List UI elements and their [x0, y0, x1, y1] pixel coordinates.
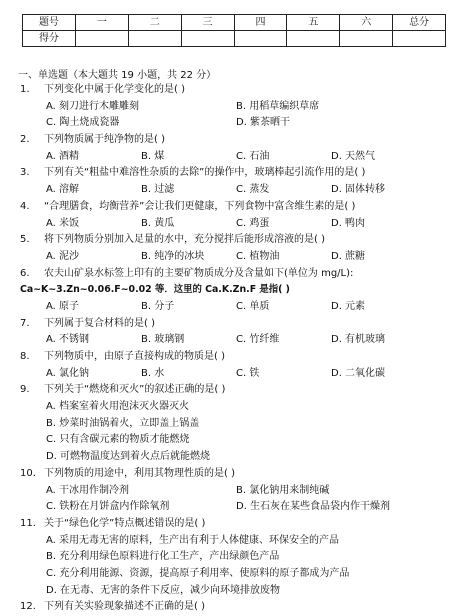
option-a: A. 不锈钢 [46, 334, 90, 346]
question-3 [20, 165, 460, 182]
option-c: C. 铁粉在月饼盒内作除氧剂 [46, 501, 170, 513]
options-row [20, 332, 460, 349]
option-c: C. 充分利用能源、资源，提高原子利用率、使原料的原子都成为产品 [46, 567, 350, 579]
option-c: C. 铁 [236, 367, 260, 379]
option-a: A. 溶解 [46, 184, 80, 196]
question-number: 2. [20, 134, 30, 146]
options-row [20, 299, 460, 316]
question-stem-continued: Ca~K~3.Zn~0.06.F~0.02 等．这里的 Ca.K.Zn.F 是指( ) [20, 284, 290, 296]
score-table-score-row [23, 31, 446, 47]
option-b: B. 水 [141, 367, 165, 379]
option-b: B. 煤 [141, 150, 165, 162]
question-number: 6. [20, 267, 30, 279]
option-a: A. 酒精 [46, 150, 80, 162]
question-number: 4. [20, 200, 30, 212]
options-row [20, 499, 460, 516]
question-stem: 农夫山矿泉水标签上印有的主要矿物质成分及含量如下(单位为 mg/L): [44, 267, 354, 279]
question-number: 3. [20, 167, 30, 179]
score-input-6 [340, 31, 393, 47]
question-number: 12. [20, 601, 36, 613]
score-input-2 [128, 31, 181, 47]
question-stem: “合理膳食，均衡营养”会让我们更健康，下列食物中富含维生素的是( ) [44, 200, 356, 212]
question-number: 9. [20, 384, 30, 396]
score-cell-2: 二 [128, 15, 181, 31]
option-c: C. 鸡蛋 [236, 217, 270, 229]
option-d: D. 二氧化碳 [331, 367, 386, 379]
score-table [22, 14, 446, 47]
score-input-3 [181, 31, 234, 47]
question-stem: 下列有关实验现象描述不正确的是( ) [44, 601, 205, 613]
question-7 [20, 316, 460, 333]
options-row [20, 115, 460, 132]
question-5 [20, 232, 460, 249]
question-stem: 下列物质属于纯净物的是( ) [44, 134, 165, 146]
option-d: D. 在无毒、无害的条件下反应，减少向环境排放废物 [46, 584, 281, 596]
question-4 [20, 199, 460, 216]
question-number: 7. [20, 317, 30, 329]
question-stem: 下列属于复合材料的是( ) [44, 317, 155, 329]
question-1 [20, 82, 460, 99]
question-number: 5. [20, 234, 30, 246]
option-d: D. 元素 [331, 300, 366, 312]
option-c: C. 单质 [236, 300, 270, 312]
options-row [20, 216, 460, 233]
question-11 [20, 516, 460, 533]
score-table-header-row [23, 15, 446, 31]
option-a: A. 刻刀进行木雕雕刻 [46, 100, 140, 112]
score-input-4 [234, 31, 287, 47]
question-stem: 将下列物质分别加入足量的水中，充分搅拌后能形成溶液的是( ) [44, 234, 325, 246]
question-6 [20, 266, 460, 283]
question-number: 10. [20, 467, 36, 479]
option-c: C. 陶土烧成瓷器 [46, 117, 120, 129]
question-2 [20, 132, 460, 149]
score-cell-label: 题号 [23, 15, 76, 31]
options-row [20, 149, 460, 166]
option-d: D. 固体转移 [331, 184, 386, 196]
options-row [20, 366, 460, 383]
score-input-5 [287, 31, 340, 47]
options-row [20, 249, 460, 266]
option-b: B. 纯净的冰块 [141, 250, 205, 262]
score-cell-5: 五 [287, 15, 340, 31]
question-stem: 下列物质的用途中，利用其物理性质的是( ) [44, 467, 235, 479]
score-cell-1: 一 [75, 15, 128, 31]
option-c: C. 石油 [236, 150, 270, 162]
option-b: B. 分子 [141, 300, 175, 312]
score-cell-total: 总分 [393, 15, 446, 31]
score-cell-4: 四 [234, 15, 287, 31]
option-c: C. 竹纤维 [236, 334, 280, 346]
question-12 [20, 599, 460, 616]
option-b: B. 过滤 [141, 184, 175, 196]
option-b: B. 充分利用绿色原料进行化工生产，产出绿颜色产品 [46, 551, 280, 563]
option-b: B. 炒菜时油锅着火，立即盖上锅盖 [46, 417, 200, 429]
question-number: 8. [20, 351, 30, 362]
option-a: A. 米饭 [46, 217, 80, 229]
option-d: D. 紫茶晒干 [236, 117, 291, 129]
options-row [20, 483, 460, 500]
option-a: A. 档案室着火用泡沫灭火器灭火 [46, 401, 190, 413]
option-a: A. 干冰用作制冷剂 [46, 484, 130, 496]
option-b: B. 玻璃钢 [141, 334, 185, 346]
question-stem: 下列关于“燃烧和灭火”的叙述正确的是( ) [44, 384, 226, 396]
option-d: D. 生石灰在某些食品袋内作干燥剂 [236, 501, 391, 513]
question-number: 1. [20, 84, 30, 95]
question-stem: 关于“绿色化学”特点概述错误的是( ) [44, 517, 206, 529]
options-row [20, 99, 460, 116]
option-a: A. 泥沙 [46, 250, 80, 262]
question-stem: 下列有关“粗盐中难溶性杂质的去除”的操作中，玻璃棒起引流作用的是( ) [44, 167, 366, 179]
option-d: D. 有机玻璃 [331, 334, 386, 346]
option-d: D. 天然气 [331, 150, 376, 162]
option-b: B. 用稻草编织草席 [236, 100, 320, 112]
option-b: B. 氯化钠用来制纯碱 [236, 484, 330, 496]
option-a: A. 采用无毒无害的原料，生产出有利于人体健康、环保安全的产品 [46, 534, 340, 546]
question-stem: 下列变化中属于化学变化的是( ) [44, 84, 185, 95]
question-stem: 下列物质中，由原子直接构成的物质是( ) [44, 351, 225, 362]
option-d: D. 蔗糖 [331, 250, 366, 262]
section-title: 一、单选题（本大题共 19 小题，共 22 分） [18, 70, 217, 81]
question-8 [20, 349, 460, 366]
score-input-1 [75, 31, 128, 47]
question-9 [20, 382, 460, 399]
option-c: C. 只有含碳元素的物质才能燃烧 [46, 434, 190, 446]
question-10 [20, 466, 460, 483]
option-a: A. 氯化钠 [46, 367, 90, 379]
option-c: C. 植物油 [236, 250, 280, 262]
question-list [20, 82, 460, 616]
option-a: A. 原子 [46, 300, 80, 312]
option-b: B. 黄瓜 [141, 217, 175, 229]
question-number: 11. [20, 517, 36, 529]
score-row-label: 得分 [23, 31, 76, 47]
score-input-total [393, 31, 446, 47]
score-cell-6: 六 [340, 15, 393, 31]
score-cell-3: 三 [181, 15, 234, 31]
option-d: D. 鸭肉 [331, 217, 366, 229]
option-d: D. 可燃物温度达到着火点后就能燃烧 [46, 451, 211, 463]
option-c: C. 蒸发 [236, 184, 270, 196]
options-row [20, 182, 460, 199]
